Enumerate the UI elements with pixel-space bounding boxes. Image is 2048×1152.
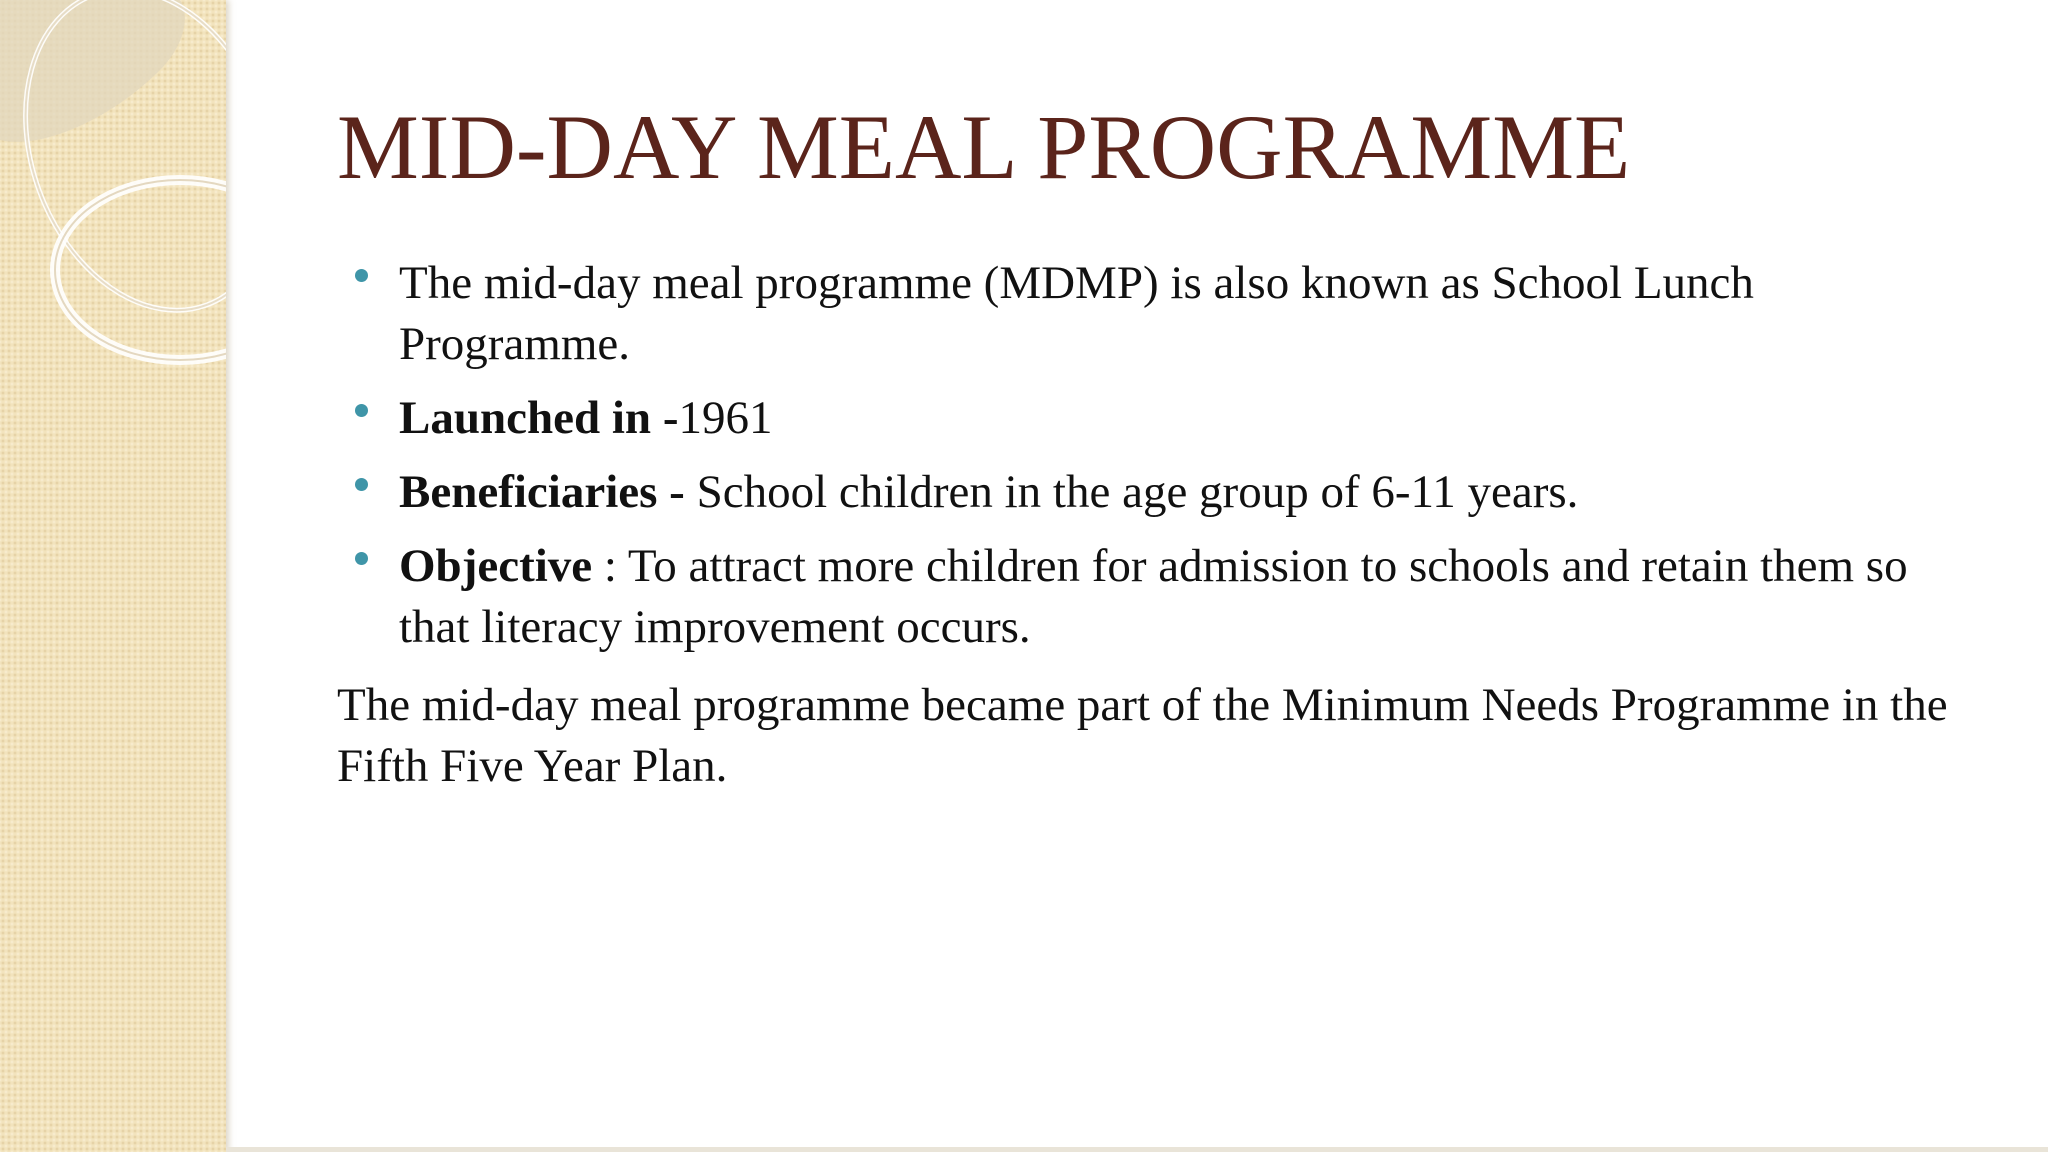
slide-title: MID-DAY MEAL PROGRAMME [337,96,1631,198]
bullet-text: 1961 [678,392,773,444]
bullet-label: Objective [399,540,593,592]
bullet-dot-icon [355,269,368,282]
bullet-text: School children in the age group of 6-11 years. [684,466,1579,518]
decorative-side-panel [0,0,226,1152]
bullet-dot-icon [355,404,368,417]
bullet-dot-icon [355,478,368,491]
bullet-list [337,253,1987,671]
bullet-item-launched [337,388,1987,449]
bullet-label: Launched in - [399,392,679,444]
bullet-label: Beneficiaries - [399,466,685,518]
bullet-item-mdmp [337,253,1987,375]
bullet-dot-icon [355,552,368,565]
bullet-item-objective [337,536,1987,658]
bullet-text: : To attract more children for admission to schools and retain them so that literacy improvement occurs. [399,540,1908,653]
decorative-rings-graphic [0,0,226,420]
bullet-item-beneficiaries [337,462,1987,523]
bullet-text: The mid-day meal programme (MDMP) is also known as School Lunch Programme. [399,257,1754,370]
footer-paragraph: The mid-day meal programme became part of the Minimum Needs Programme in the Fifth Five Year Plan. [337,679,1948,792]
bottom-divider [226,1147,2048,1152]
